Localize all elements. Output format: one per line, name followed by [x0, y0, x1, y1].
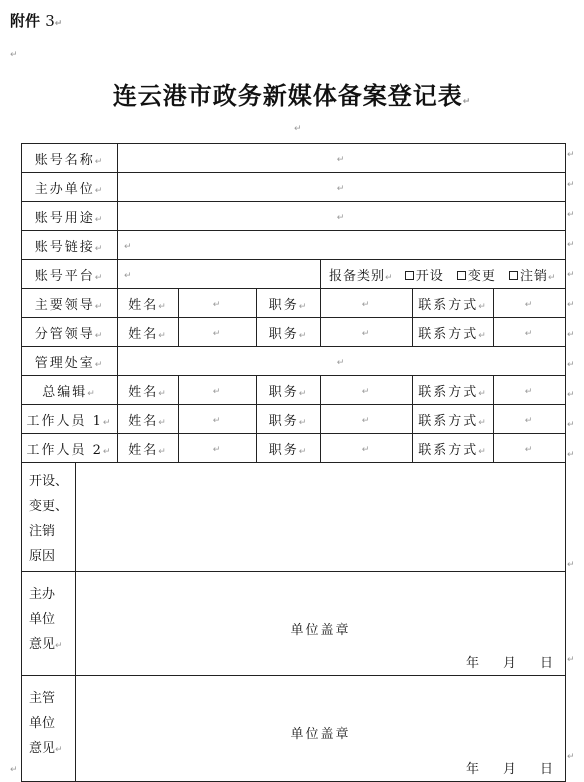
paragraph-mark: ↵ — [10, 765, 18, 775]
name-label: 姓名↵ — [118, 405, 179, 434]
annex-label — [10, 10, 62, 31]
row-end-mark: ↵ — [567, 270, 575, 280]
name-field[interactable]: ↵ — [179, 434, 257, 463]
row-end-mark: ↵ — [567, 180, 575, 190]
name-label: 姓名↵ — [118, 289, 179, 318]
chief-editor-label: 总编辑↵ — [22, 376, 118, 405]
row-chief-editor — [22, 376, 566, 405]
name-field[interactable]: ↵ — [179, 289, 257, 318]
contact-label: 联系方式↵ — [413, 318, 494, 347]
row-end-mark: ↵ — [567, 300, 575, 310]
row-supervisor-opinion — [22, 676, 566, 782]
row-end-mark: ↵ — [567, 240, 575, 250]
form-title — [0, 76, 584, 111]
reason-field[interactable] — [76, 463, 566, 572]
row-staff-2 — [22, 434, 566, 463]
host-date[interactable]: 年 月 日 — [466, 656, 554, 671]
row-end-mark: ↵ — [567, 752, 575, 762]
annex-text: 附件 — [10, 12, 41, 30]
host-stamp-text: 单位盖章 — [290, 623, 351, 638]
account-use-field[interactable]: ↵ — [118, 202, 566, 231]
contact-label: 联系方式↵ — [413, 376, 494, 405]
paragraph-mark: ↵ — [462, 97, 472, 107]
contact-field[interactable]: ↵ — [494, 405, 566, 434]
row-end-mark: ↵ — [567, 450, 575, 460]
reason-label: 开设、 变更、 注销 原因 — [22, 463, 76, 572]
paragraph-mark: ↵ — [10, 50, 18, 60]
row-end-mark: ↵ — [567, 360, 575, 370]
host-opinion-field[interactable] — [76, 572, 566, 676]
supervisor-opinion-field[interactable] — [76, 676, 566, 782]
row-charge-leader — [22, 318, 566, 347]
managing-office-field[interactable]: ↵ — [118, 347, 566, 376]
position-label: 职务↵ — [257, 318, 321, 347]
position-field[interactable]: ↵ — [321, 289, 413, 318]
row-host-opinion — [22, 572, 566, 676]
registration-form-table — [21, 143, 566, 782]
contact-label: 联系方式↵ — [413, 434, 494, 463]
row-end-mark: ↵ — [567, 390, 575, 400]
row-account-platform — [22, 260, 566, 289]
name-field[interactable]: ↵ — [179, 318, 257, 347]
option-change-checkbox[interactable]: 变更 — [457, 269, 496, 284]
paragraph-mark: ↵ — [294, 124, 302, 134]
row-end-mark: ↵ — [567, 330, 575, 340]
paragraph-mark: ↵ — [54, 19, 63, 29]
managing-office-label: 管理处室↵ — [22, 347, 118, 376]
filing-type-cell: 报备类别↵ 开设 变更 注销↵ — [321, 260, 566, 289]
row-end-mark: ↵ — [567, 210, 575, 220]
position-label: 职务↵ — [257, 434, 321, 463]
host-unit-field[interactable]: ↵ — [118, 173, 566, 202]
contact-field[interactable]: ↵ — [494, 318, 566, 347]
row-account-use — [22, 202, 566, 231]
position-field[interactable]: ↵ — [321, 434, 413, 463]
row-reason — [22, 463, 566, 572]
row-staff-1 — [22, 405, 566, 434]
account-name-field[interactable]: ↵ — [118, 144, 566, 173]
host-opinion-label: 主办 单位 意见↵ — [22, 572, 76, 676]
supervisor-date[interactable]: 年 月 日 — [466, 762, 554, 777]
position-label: 职务↵ — [257, 376, 321, 405]
row-end-mark: ↵ — [567, 560, 575, 570]
contact-label: 联系方式↵ — [413, 289, 494, 318]
option-open-checkbox[interactable]: 开设 — [405, 269, 444, 284]
row-end-mark: ↵ — [567, 420, 575, 430]
row-account-link — [22, 231, 566, 260]
account-platform-field[interactable]: ↵ — [118, 260, 321, 289]
name-label: 姓名↵ — [118, 318, 179, 347]
row-end-mark: ↵ — [567, 655, 575, 665]
contact-field[interactable]: ↵ — [494, 376, 566, 405]
staff2-label: 工作人员 2↵ — [22, 434, 118, 463]
row-managing-office — [22, 347, 566, 376]
account-link-field[interactable]: ↵ — [118, 231, 566, 260]
supervisor-opinion-label: 主管 单位 意见↵ — [22, 676, 76, 782]
annex-number: 3 — [45, 12, 55, 30]
contact-field[interactable]: ↵ — [494, 289, 566, 318]
position-field[interactable]: ↵ — [321, 318, 413, 347]
account-name-label: 账号名称↵ — [22, 144, 118, 173]
position-label: 职务↵ — [257, 289, 321, 318]
account-use-label: 账号用途↵ — [22, 202, 118, 231]
contact-label: 联系方式↵ — [413, 405, 494, 434]
name-label: 姓名↵ — [118, 434, 179, 463]
name-label: 姓名↵ — [118, 376, 179, 405]
position-field[interactable]: ↵ — [321, 376, 413, 405]
row-main-leader — [22, 289, 566, 318]
row-account-name — [22, 144, 566, 173]
supervisor-stamp-text: 单位盖章 — [290, 727, 351, 742]
main-leader-label: 主要领导↵ — [22, 289, 118, 318]
filing-type-label: 报备类别 — [329, 268, 386, 284]
name-field[interactable]: ↵ — [179, 376, 257, 405]
row-end-mark: ↵ — [567, 150, 575, 160]
option-cancel-checkbox[interactable]: 注销 — [509, 269, 548, 284]
account-platform-label: 账号平台↵ — [22, 260, 118, 289]
staff1-label: 工作人员 1↵ — [22, 405, 118, 434]
form-title-text: 连云港市政务新媒体备案登记表 — [112, 81, 463, 110]
position-label: 职务↵ — [257, 405, 321, 434]
position-field[interactable]: ↵ — [321, 405, 413, 434]
contact-field[interactable]: ↵ — [494, 434, 566, 463]
charge-leader-label: 分管领导↵ — [22, 318, 118, 347]
host-unit-label: 主办单位↵ — [22, 173, 118, 202]
account-link-label: 账号链接↵ — [22, 231, 118, 260]
name-field[interactable]: ↵ — [179, 405, 257, 434]
row-host-unit — [22, 173, 566, 202]
